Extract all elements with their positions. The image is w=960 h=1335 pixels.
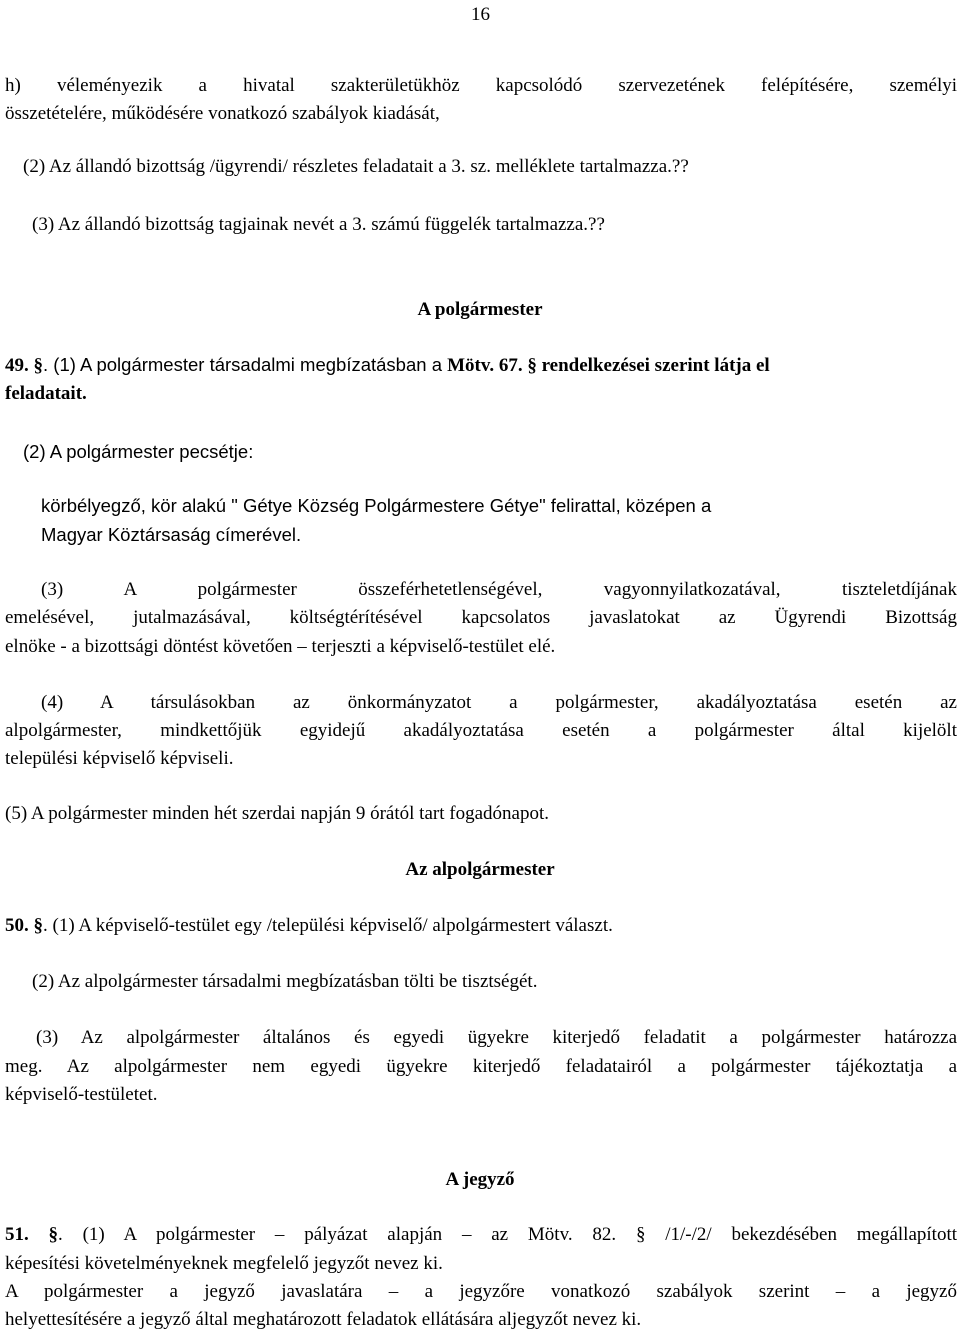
paragraph-49-4-line2: alpolgármester, mindkettőjük egyidejű akadályoztatása esetén a polgármester által kijelölt (5, 720, 957, 741)
section-51-line3: A polgármester a jegyző javaslatára – a jegyzőre vonatkozó szabályok szerint – a jegyző (5, 1281, 957, 1302)
section-text-2: /1/-/2/ bekezdésében megállapított (645, 1224, 958, 1245)
section-number: 50. (5, 915, 34, 936)
seal-line1: körbélyegző, kör alakú " Gétye Község Polgármestere Gétye" felirattal, középen a (41, 495, 712, 516)
paragraph-50-3-line2: meg. Az alpolgármester nem egyedi ügyekre kiterjedő feladatairól a polgármester tájékoztatja a (5, 1056, 957, 1077)
section-text: . (1) A képviselő-testület egy /települési képviselő/ alpolgármestert választ. (43, 915, 613, 936)
paragraph-50-3-line1: (3) Az alpolgármester általános és egyedi ügyekre kiterjedő feladatit a polgármester határozza (36, 1027, 957, 1048)
section-rest: rendelkezései szerint látja el (536, 355, 770, 376)
section-number: 51. (5, 1224, 49, 1245)
paragraph-49-3-line3: elnöke - a bizottsági döntést követően – terjeszti a képviselő-testület elé. (5, 636, 556, 657)
section-mark-2: § (527, 355, 537, 376)
section-mark: § (33, 355, 43, 376)
paragraph-h-line2: összetételére, működésére vonatkozó szabályok kiadását, (5, 103, 440, 124)
section-51-line1 (5, 1220, 957, 1249)
heading-alpolgarmester: Az alpolgármester (405, 859, 555, 880)
paragraph-2: (2) Az állandó bizottság /ügyrendi/ részletes feladatait a 3. sz. melléklete tartalmazza.?? (23, 156, 689, 177)
heading-jegyzo: A jegyző (445, 1169, 515, 1190)
paragraph-49-4-line1: (4) A társulásokban az önkormányzatot a polgármester, akadályoztatása esetén az (41, 692, 957, 713)
seal-line2: Magyar Köztársaság címerével. (41, 524, 302, 545)
section-51-line2: képesítési követelményeknek megfelelő jegyzőt nevez ki. (5, 1253, 443, 1274)
section-text: . (1) A polgármester társadalmi megbízatásban a (43, 354, 448, 375)
section-mark-2: § (635, 1224, 646, 1245)
paragraph-50-2: (2) Az alpolgármester társadalmi megbízatásban tölti be tisztségét. (32, 971, 538, 992)
section-motv: Mötv. 67. (447, 355, 528, 376)
section-number: 49. (5, 355, 34, 376)
section-49-line2: feladatait. (5, 383, 87, 404)
paragraph-49-3-line1: (3) A polgármester összeférhetetlenségével, vagyonnyilatkozatával, tiszteletdíjának (41, 579, 957, 600)
paragraph-49-3-line2: emelésével, jutalmazásával, költségtérítésével kapcsolatos javaslatokat az Ügyrendi Bizottság (5, 607, 957, 628)
paragraph-49-4-line3: települési képviselő képviseli. (5, 748, 234, 769)
section-mark: § (48, 1224, 59, 1245)
paragraph-3: (3) Az állandó bizottság tagjainak nevét a 3. számú függelék tartalmazza.?? (32, 214, 605, 235)
paragraph-50-3-line3: képviselő-testületet. (5, 1084, 158, 1105)
section-text: . (1) A polgármester – pályázat alapján – az Mötv. 82. (58, 1224, 636, 1245)
paragraph-49-2: (2) A polgármester pecsétje: (23, 441, 254, 462)
section-mark: § (33, 915, 43, 936)
paragraph-h-line1: h) véleményezik a hivatal szakterületükhöz kapcsolódó szervezetének felépítésére, személyi (5, 75, 957, 96)
paragraph-49-5: (5) A polgármester minden hét szerdai napján 9 órától tart fogadónapot. (5, 803, 549, 824)
page-number: 16 (471, 4, 490, 25)
heading-polgarmester: A polgármester (417, 299, 543, 320)
section-50-line1 (5, 911, 613, 940)
section-49-line1 (5, 350, 957, 380)
section-51-line4: helyettesítésére a jegyző által meghatározott feladatok ellátására aljegyzőt nevez ki. (5, 1309, 642, 1330)
